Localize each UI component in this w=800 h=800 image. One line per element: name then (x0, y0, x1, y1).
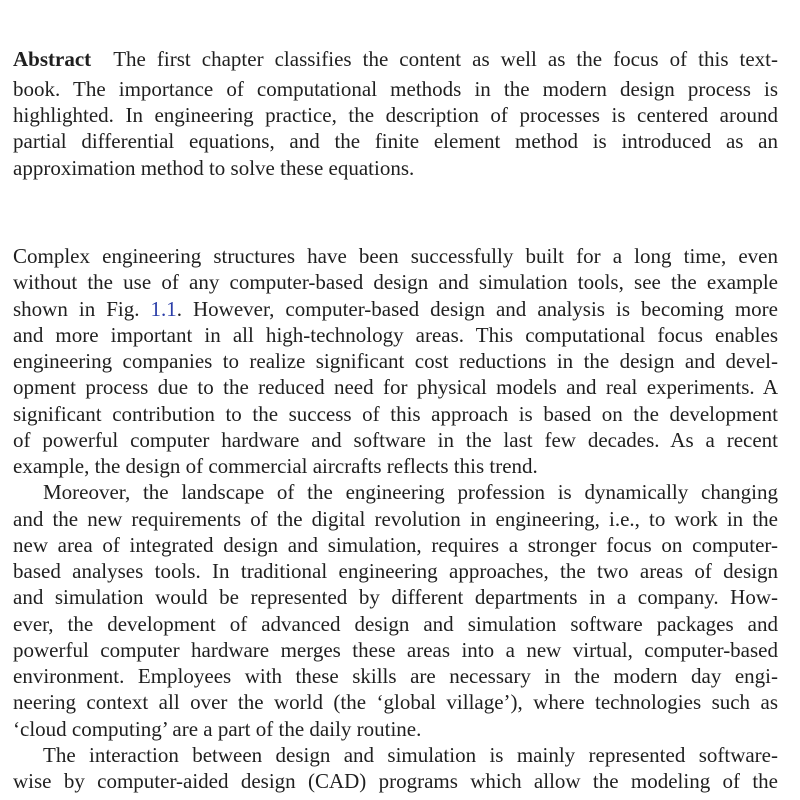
body-line: and simulation would be represented by different departments in a company. How- (13, 585, 778, 609)
body-line: neering context all over the world (the ‘global village’), where technologies such as (13, 690, 778, 714)
body-line: based analyses tools. In traditional engineering approaches, the two areas of design (13, 559, 778, 583)
body-line: ‘cloud computing’ are a part of the daily routine. (13, 717, 422, 741)
body-line: opment process due to the reduced need for physical models and real experiments. A (13, 375, 778, 399)
body-line: powerful computer hardware merges these areas into a new virtual, computer-based (13, 638, 778, 662)
body-line: without the use of any computer-based design and simulation tools, see the example (13, 270, 778, 294)
abstract-line-5: approximation method to solve these equations. (13, 156, 415, 180)
body-line: Complex engineering structures have been successfully built for a long time, even (13, 244, 778, 268)
abstract-label: Abstract (13, 47, 92, 71)
body-line: Moreover, the landscape of the engineering profession is dynamically changing (43, 480, 778, 504)
abstract-line-4: partial differential equations, and the finite element method is introduced as an (13, 129, 778, 153)
body-line: example, the design of commercial aircrafts reflects this trend. (13, 454, 538, 478)
abstract-line-3: highlighted. In engineering practice, the description of processes is centered around (13, 103, 778, 127)
figure-reference-link[interactable]: 1.1 (150, 297, 177, 321)
body-line (13, 296, 778, 322)
abstract-line-1 (13, 46, 778, 72)
body-line: new area of integrated design and simulation, requires a stronger focus on computer- (13, 533, 778, 557)
body-line: ever, the development of advanced design and simulation software packages and (13, 612, 778, 636)
body-line: significant contribution to the success of this approach is based on the development (13, 402, 778, 426)
body-line: The interaction between design and simulation is mainly represented software- (43, 743, 778, 767)
body-line: and the new requirements of the digital revolution in engineering, i.e., to work in the (13, 507, 778, 531)
body-line: and more important in all high-technology areas. This computational focus enables (13, 323, 778, 347)
body-line: engineering companies to realize significant cost reductions in the design and devel- (13, 349, 778, 373)
body-text: . However, computer-based design and analysis is becoming more (176, 297, 778, 321)
abstract-line-2: book. The importance of computational methods in the modern design process is (13, 77, 778, 101)
abstract-text: The first chapter classifies the content as well as the focus of this text- (113, 47, 779, 71)
body-line: wise by computer-aided design (CAD) programs which allow the modeling of the (13, 769, 778, 793)
body-text: shown in Fig. (13, 297, 151, 321)
body-line: environment. Employees with these skills are necessary in the modern day engi- (13, 664, 778, 688)
body-line: of powerful computer hardware and software in the last few decades. As a recent (13, 428, 778, 452)
